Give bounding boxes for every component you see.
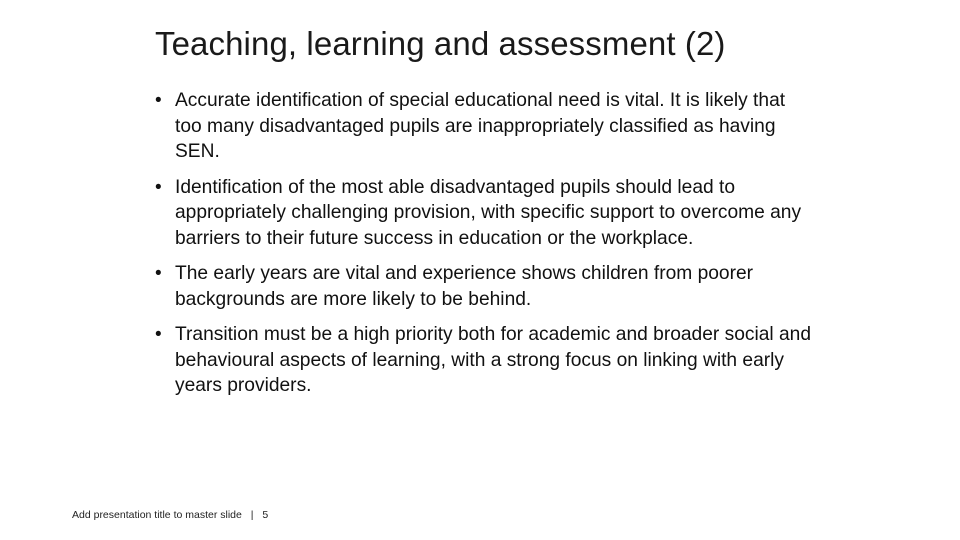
bullet-item (155, 261, 815, 312)
footer-presentation-title: Add presentation title to master slide (72, 509, 242, 521)
bullet-list (155, 88, 815, 409)
bullet-item (155, 175, 815, 252)
bullet-text: Transition must be a high priority both for academic and broader social and behavioural aspects of learning, with a strong focus on linking with early years providers. (175, 324, 812, 396)
footer-page-number: 5 (262, 509, 269, 521)
bullet-text: Accurate identification of special educational need is vital. It is likely that too many disadvantaged pupils are inappropriately classified as having SEN. (175, 90, 786, 162)
bullet-marker: • (155, 324, 162, 345)
slide-footer (72, 508, 268, 522)
footer-separator: | (250, 509, 254, 521)
bullet-text: Identification of the most able disadvantaged pupils should lead to appropriately challenging provision, with specific support to overcome any barriers to their future success in education or the workplace. (175, 176, 802, 249)
bullet-item (155, 322, 815, 399)
bullet-text: The early years are vital and experience shows children from poorer backgrounds are more likely to be behind. (175, 263, 754, 310)
bullet-item (155, 88, 815, 165)
slide-title: Teaching, learning and assessment (2) (155, 25, 726, 62)
bullet-marker: • (155, 176, 162, 198)
bullet-marker: • (155, 263, 162, 284)
bullet-marker: • (155, 90, 162, 111)
